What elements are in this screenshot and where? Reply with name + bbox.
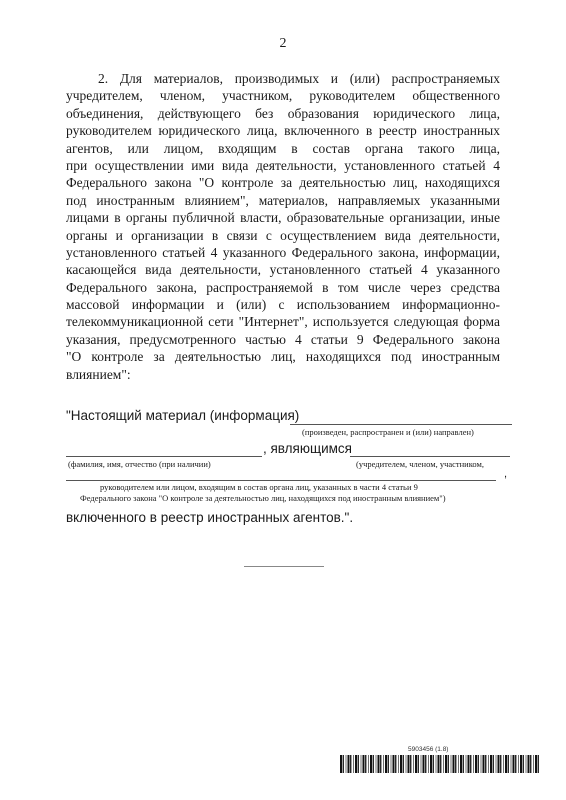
paragraph-line: "О контроле за деятельностью лиц, находящихся под иностранным xyxy=(66,349,500,365)
paragraph-line: лицами в органы публичной власти, образовательные организации, иные xyxy=(66,210,500,226)
form-is-text: , являющимся xyxy=(263,441,352,456)
paragraph-line: Федерального закона, распространяемой в том числе через средства xyxy=(66,279,500,295)
paragraph-line: агентов, или лицом, входящим в состав органа такого лица, xyxy=(66,140,500,156)
document-code: 5903456 (1.8) xyxy=(408,746,449,753)
barcode xyxy=(340,755,540,773)
paragraph-line: установленного статьей 4 указанного Федерального закона, информации, xyxy=(66,244,500,260)
paragraph-line: при осуществлении ими вида деятельности, установленного статьей 4 xyxy=(66,157,500,173)
paragraph-line: органы и организации в связи с осуществлением вида деятельности, xyxy=(66,227,500,243)
main-paragraph xyxy=(66,70,500,383)
form-closing-text: включенного в реестр иностранных агентов.". xyxy=(66,510,354,525)
form-line-2b xyxy=(350,456,510,457)
form-line-1 xyxy=(290,424,512,425)
form-template xyxy=(66,400,516,530)
paragraph-line: влиянием": xyxy=(66,366,131,382)
form-caption-2-right: (учредителем, членом, участником, xyxy=(356,459,484,469)
form-line-2a xyxy=(66,456,262,457)
paragraph-line: указания, предусмотренного частью 4 статьи 9 Федерального закона xyxy=(66,331,500,347)
form-caption-3-line-1: руководителем или лицом, входящим в состав органа лиц, указанных в части 4 статьи 9 xyxy=(100,482,418,492)
form-caption-2-left: (фамилия, имя, отчество (при наличии) xyxy=(68,459,211,469)
paragraph-line: объединения, действующего без образования юридического лица, xyxy=(66,105,500,121)
paragraph-line: массовой информации и (или) с использованием информационно- xyxy=(66,297,500,313)
paragraph-line: учредителем, членом, участником, руководителем общественного xyxy=(66,88,500,104)
paragraph-line: телекоммуникационной сети "Интернет", используется следующая форма xyxy=(66,314,500,330)
paragraph-line: Федерального закона "О контроле за деятельностью лиц, находящихся xyxy=(66,175,500,191)
form-comma: , xyxy=(504,468,508,480)
paragraph-line: 2. Для материалов, производимых и (или) распространяемых xyxy=(98,71,500,86)
paragraph-line: руководителем юридического лица, включенного в реестр иностранных xyxy=(66,123,500,139)
form-intro-text: "Настоящий материал (информация) xyxy=(66,408,300,423)
separator-line xyxy=(244,566,324,567)
paragraph-line: касающейся вида деятельности, установленного статьей 4 указанного xyxy=(66,262,500,278)
form-caption-3-line-2: Федерального закона "О контроле за деятельностью лиц, находящихся под иностранным влиянием") xyxy=(80,493,446,503)
form-caption-1: (произведен, распространен и (или) направлен) xyxy=(302,427,474,437)
page-number: 2 xyxy=(279,36,287,51)
form-line-3 xyxy=(66,480,496,481)
paragraph-line: под иностранным влиянием", материалов, направляемых указанными xyxy=(66,192,500,208)
